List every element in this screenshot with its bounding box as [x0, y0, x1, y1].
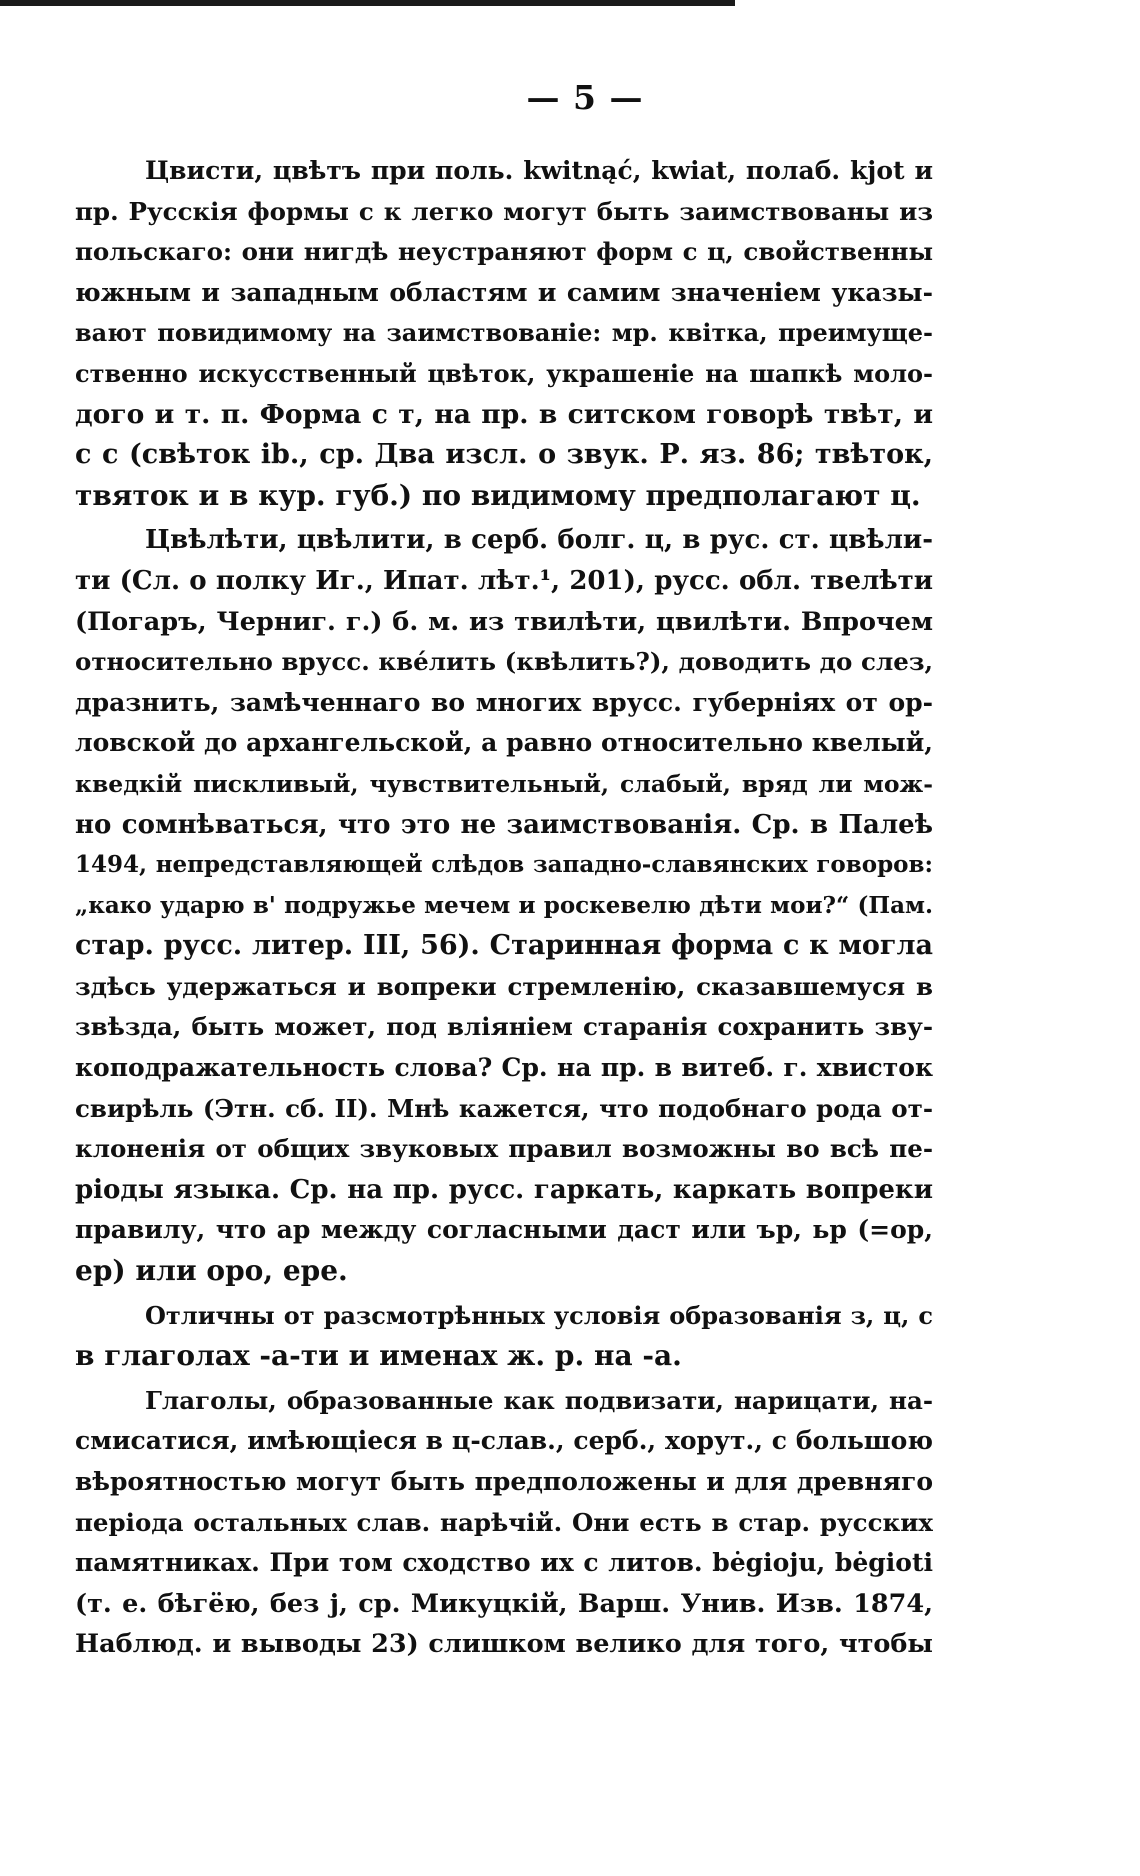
text-line: свирѣль (Этн. сб. II). Мнѣ кажется, что подобнаго рода от- [75, 1093, 933, 1123]
text-line: Отличны от разсмотрѣнных условія образованія з, ц, с [145, 1300, 933, 1330]
text-line: правилу, что ар между согласными даст или ър, ьр (=ор, [75, 1215, 933, 1245]
text-line: ственно искусственный цвѣток, украшеніе на шапкѣ моло- [75, 358, 933, 388]
text-line: ти (Сл. о полку Иг., Ипат. лѣт.¹, 201), русс. обл. твелѣти [75, 565, 933, 596]
text-line: ер) или оро, ере. [75, 1254, 348, 1288]
top-rule [0, 0, 735, 6]
text-line: коподражательность слова? Ср. на пр. в витеб. г. хвисток [75, 1053, 933, 1083]
text-line: Наблюд. и выводы 23) слишком велико для того, чтобы [75, 1629, 933, 1660]
text-line: твяток и в кур. губ.) по видимому предполагают ц. [75, 478, 921, 512]
text-line: смисатися, имѣющіеся в ц-слав., серб., хорут., с большою [75, 1426, 933, 1456]
text-line: вают повидимому на заимствованіе: мр. квітка, преимуще- [75, 318, 933, 348]
text-line: стар. русс. литер. III, 56). Старинная форма с к могла [75, 930, 933, 962]
text-line: (т. е. бѣгёю, без j, ср. Микуцкій, Варш. Унив. Изв. 1874, [75, 1588, 933, 1619]
text-line: (Погаръ, Черниг. г.) б. м. из твилѣти, цвилѣти. Впрочем [75, 606, 933, 637]
text-line: звѣзда, быть может, под вліяніем старанія сохранить зву- [75, 1012, 933, 1042]
text-line: относительно врусс. квéлить (квѣлить?), доводить до слез, [75, 647, 933, 677]
text-line: в глаголах -а-ти и именах ж. р. на -а. [75, 1339, 682, 1373]
text-line: южным и западным областям и самим значеніем указы- [75, 277, 933, 307]
text-line: клоненія от общих звуковых правил возможны во всѣ пе- [75, 1134, 933, 1164]
text-line: вѣроятностью могут быть предположены и для древняго [75, 1467, 933, 1496]
text-line: польскаго: они нигдѣ неустраняют форм с ц, свойственны [75, 237, 933, 267]
text-line: Цвѣлѣти, цвѣлити, в серб. болг. ц, в рус. ст. цвѣли- [145, 525, 933, 556]
text-line: дого и т. п. Форма с т, на пр. в ситском говорѣ твѣт, и [75, 398, 933, 430]
text-line: здѣсь удержаться и вопреки стремленію, сказавшемуся в [75, 971, 933, 1001]
text-line: ріоды языка. Ср. на пр. русс. гаркать, каркать вопреки [75, 1174, 933, 1205]
text-line: ловской до архангельской, а равно относительно квелый, [75, 728, 933, 758]
text-line: с с (свѣток ib., ср. Два изсл. о звук. Р. яз. 86; твѣток, [75, 439, 933, 471]
text-line: но сомнѣваться, что это не заимствованія. Ср. в Палеѣ [75, 809, 933, 840]
text-line: „како ударю в' подружье мечем и роскевелю дѣти мои?“ (Пам. [75, 891, 933, 919]
text-line: 1494, непредставляющей слѣдов западно-славянских говоров: [75, 851, 933, 879]
text-line: періода остальных слав. нарѣчій. Они есть в стар. русских [75, 1507, 933, 1537]
text-line: пр. Русскія формы с к легко могут быть заимствованы из [75, 196, 933, 226]
text-line: памятниках. При том сходство их с литов. bėgioju, bėgioti [75, 1548, 933, 1578]
body-text [75, 151, 933, 1665]
text-line: Цвисти, цвѣтъ при поль. kwitnąć, kwiat, полаб. kjot и [145, 156, 933, 185]
text-line: кведкій пискливый, чувствительный, слабый, вряд ли мож- [75, 769, 933, 798]
page-number: — 5 — [526, 78, 644, 117]
text-line: Глаголы, образованные как подвизати, нарицати, на- [145, 1385, 933, 1415]
text-line: дразнить, замѣченнаго во многих врусс. губерніях от ор- [75, 687, 933, 717]
